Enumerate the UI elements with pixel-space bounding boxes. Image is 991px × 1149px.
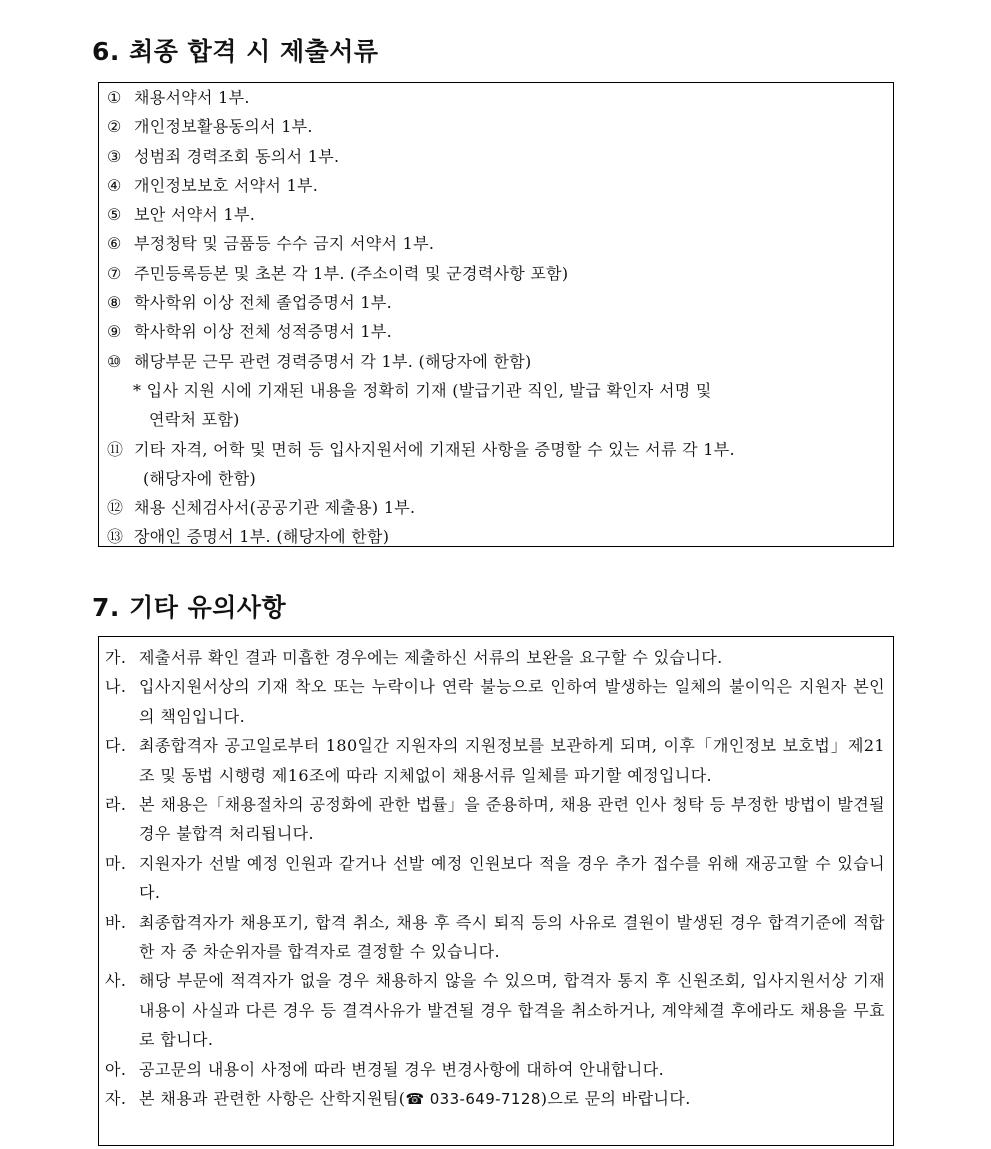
item-number: ⑨ [107, 322, 122, 342]
note-item [105, 643, 885, 672]
note-line: * 입사 지원 시에 기재된 내용을 정확히 기재 (발급기관 직인, 발급 확인자 서명 및 [133, 380, 712, 400]
list-item [107, 142, 885, 171]
list-item [107, 288, 885, 317]
note-item [105, 790, 885, 849]
item-text: 부정청탁 및 금품등 수수 금지 서약서 1부. [134, 234, 435, 254]
list-item [107, 171, 885, 200]
note-item [105, 1055, 885, 1084]
item-text: 채용 신체검사서(공공기관 제출용) 1부. [134, 498, 416, 518]
item-number: ⑫ [107, 498, 124, 518]
section-6-title: 6. 최종 합격 시 제출서류 [92, 37, 379, 66]
item-text: 보안 서약서 1부. [134, 205, 256, 225]
item-number: ③ [107, 146, 122, 166]
note-line: 연락처 포함) [149, 410, 240, 430]
note-item [105, 849, 885, 908]
phone-number: 033-649-7128 [424, 1090, 541, 1109]
item-number: ⑧ [107, 293, 122, 313]
list-item [107, 200, 885, 229]
section-7-title: 7. 기타 유의사항 [92, 593, 287, 622]
note-item [105, 731, 885, 790]
item-mark: 바. [105, 912, 127, 932]
item-text: 성범죄 경력조회 동의서 1부. [134, 146, 340, 166]
note-item-contact [105, 1084, 885, 1114]
list-item [107, 229, 885, 258]
item-text: 해당부문 근무 관련 경력증명서 각 1부. (해당자에 한함) [134, 351, 532, 371]
list-item [107, 435, 885, 464]
item-number: ⑤ [107, 205, 122, 225]
item-text: 개인정보활용동의서 1부. [134, 117, 313, 137]
list-item [107, 493, 885, 522]
item-text: 해당 부문에 적격자가 없을 경우 채용하지 않을 수 있으며, 합격자 통지 후 신원조회, 입사지원서상 기재 내용이 사실과 다른 경우 등 결격사유가 발견될 경우 합격을 취소하거나, 계약체결 후에라도 채용을 무효로 합니다. [139, 971, 885, 1050]
contact-text: 본 채용과 관련한 사항은 산학지원팀( [139, 1089, 406, 1109]
item-text: 학사학위 이상 전체 성적증명서 1부. [134, 322, 392, 342]
item-mark: 자. [105, 1089, 127, 1109]
item-mark: 아. [105, 1059, 127, 1079]
item-number: ① [107, 88, 122, 107]
note-item [105, 966, 885, 1054]
item-text [139, 1084, 885, 1114]
item-text: 최종합격자가 채용포기, 합격 취소, 채용 후 즉시 퇴직 등의 사유로 결원이 발생된 경우 합격기준에 적합한 자 중 차순위자를 합격자로 결정할 수 있습니다. [139, 912, 885, 962]
submission-documents-box [98, 82, 894, 547]
item-continuation: (해당자에 한함) [143, 468, 257, 488]
item-number: ⑬ [107, 527, 124, 547]
item-mark: 라. [105, 795, 127, 815]
list-item [107, 522, 885, 551]
list-item [107, 259, 885, 288]
item-text: 입사지원서상의 기재 착오 또는 누락이나 연락 불능으로 인하여 발생하는 일체의 불이익은 지원자 본인의 책임입니다. [139, 677, 885, 726]
item-number: ② [107, 117, 122, 137]
item-text: 기타 자격, 어학 및 면허 등 입사지원서에 기재된 사항을 증명할 수 있는 서류 각 1부. [134, 439, 735, 459]
note-item [105, 672, 885, 731]
item-text: 공고문의 내용이 사정에 따라 변경될 경우 변경사항에 대하여 안내합니다. [139, 1059, 665, 1079]
item-text: 장애인 증명서 1부. (해당자에 한함) [134, 527, 390, 547]
item-text: 주민등록등본 및 초본 각 1부. (주소이력 및 군경력사항 포함) [134, 263, 569, 283]
item-number: ④ [107, 175, 122, 195]
item-number: ⑩ [107, 351, 122, 371]
item-mark: 나. [105, 677, 127, 697]
item-number: ⑦ [107, 263, 122, 283]
item-text: 본 채용은「채용절차의 공정화에 관한 법률」을 준용하며, 채용 관련 인사 청탁 등 부정한 방법이 발견될 경우 불합격 처리됩니다. [139, 795, 885, 844]
item-mark: 가. [105, 648, 127, 667]
item-text: 채용서약서 1부. [134, 88, 250, 107]
list-item [107, 112, 885, 141]
item-text: 제출서류 확인 결과 미흡한 경우에는 제출하신 서류의 보완을 요구할 수 있습니다. [139, 648, 723, 667]
item-text: 학사학위 이상 전체 졸업증명서 1부. [134, 293, 392, 313]
item-number: ⑥ [107, 234, 122, 254]
list-item [107, 317, 885, 346]
item-mark: 다. [105, 736, 127, 756]
phone-icon: ☎ [405, 1090, 425, 1109]
note-item [105, 908, 885, 967]
item-number: ⑪ [107, 439, 124, 459]
item-text: 최종합격자 공고일로부터 180일간 지원자의 지원정보를 보관하게 되며, 이후「개인정보 보호법」제21조 및 동법 시행령 제16조에 따라 지체없이 채용서류 일체를 파기할 예정입니다. [139, 736, 885, 785]
item-mark: 사. [105, 971, 127, 991]
other-notes-box [98, 636, 894, 1146]
item-mark: 마. [105, 853, 127, 873]
list-item [107, 83, 885, 112]
item-text: 개인정보보호 서약서 1부. [134, 175, 319, 195]
list-item [107, 347, 885, 376]
item-text: 지원자가 선발 예정 인원과 같거나 선발 예정 인원보다 적을 경우 추가 접수를 위해 재공고할 수 있습니다. [139, 853, 885, 903]
contact-text-end: )으로 문의 바랍니다. [540, 1089, 691, 1109]
